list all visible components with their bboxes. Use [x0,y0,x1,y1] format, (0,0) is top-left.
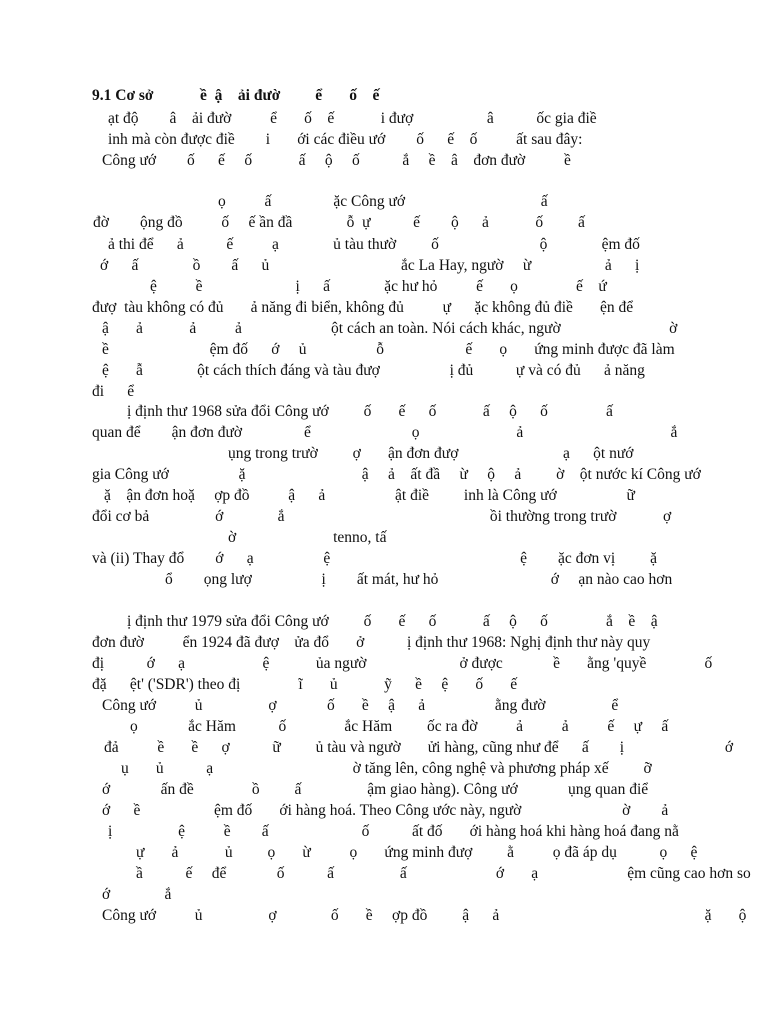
paragraph-line: ờ tenno, tấ [228,529,387,546]
paragraph-line: ệ ẫ ột cách thích đáng và tàu đượ ị đủ ự và có đủ ả năng [102,362,645,379]
paragraph-line: gia Công ướ ặ ậ ả ất đầ ừ ộ ả ờ ột nước kí Công ướ [92,466,701,483]
paragraph-line: ớ ấ ồ ấ ủ ắc La Hay, ngườ ừ ả ị [100,257,640,274]
paragraph-line: ầ ế để ố ấ ấ ớ ạ ệm cũng cao hơn so [136,865,751,882]
paragraph-line: đặ ệt' ('SDR') theo đị ĩ ủ ỹ ề ệ ố ế [92,676,518,693]
paragraph-line: đi ể [92,383,135,400]
paragraph-line: ề ệm đố ớ ủ ỗ ế ọ ứng minh được đã làm [102,341,675,358]
section-heading: 9.1 Cơ sở ề ậ ải đườ ể ố ế [92,87,380,104]
paragraph-line: ị định thư 1979 sửa đổi Công ướ ố ế ố ấ ộ ố ắ ề ậ [127,613,658,630]
paragraph-line: ụng trong trườ ợ ận đơn đượ ạ ột nướ [228,445,634,462]
paragraph-line: đơn đườ ển 1924 đã đượ ửa đổ ở ị định thư 1968: Nghị định thư này quy [92,634,651,651]
paragraph-line: ệ ề ị ấ ặc hư hỏ ế ọ ế ứ [150,278,607,295]
paragraph-line: ọ ắc Hăm ố ắc Hăm ốc ra đờ ả ả ế ự ấ [130,718,669,735]
paragraph-line: ạt độ â ải đườ ể ố ế i đượ â ốc gia điề [108,110,597,127]
paragraph-line: đượ tàu không có đủ ả năng đi biển, không đủ ự ặc không đủ điề ện để [92,299,634,316]
paragraph-line: Công ướ ủ ợ ố ề ợp đồ ậ ả ặ ộ [102,907,747,924]
paragraph-line: đờ ộng đồ ố ế ần đầ ỗ ự ế ộ ả ố ấ [93,214,585,231]
paragraph-line: và (ii) Thay đổ ớ ạ ệ ệ ặc đơn vị ặ [92,550,657,567]
paragraph-line: ớ ề ệm đố ới hàng hoá. Theo Công ước này, ngườ ờ ả [102,802,669,819]
paragraph-line: đị ớ ạ ệ ủa ngườ ở được ề ằng 'quyề ố [92,655,713,672]
paragraph-line: ặ ận đơn hoặ ợp đồ ậ ả ật điề inh là Công ướ ữ [104,487,635,504]
paragraph-line: đả ề ề ợ ữ ủ tàu và ngườ ửi hàng, cũng như để ấ ị ớ [104,739,734,756]
paragraph-line: ụ ủ ạ ờ tăng lên, công nghệ và phương pháp xế ỡ [121,760,652,777]
paragraph-line: ậ ả ả ả ột cách an toàn. Nói cách khác, ngườ ờ [102,320,678,337]
paragraph-line: ả thi để ả ế ạ ủ tàu thườ ố ộ ệm đố [108,236,640,253]
paragraph-line: ổ ọng lượ ị ất mát, hư hỏ ớ ạn nào cao hơn [165,571,673,588]
paragraph-line: inh mà còn được điề i ới các điều ướ ố ế ố ất sau đây: [108,131,583,148]
paragraph-line: ớ ấn đề ồ ấ ậm giao hàng). Công ướ ụng quan điể [102,781,649,798]
paragraph-line: Công ướ ố ế ố ấ ộ ố ắ ề â đơn đườ ề [102,152,571,169]
paragraph-line: Công ướ ủ ợ ố ề ậ ả ằng đườ ể [102,697,619,714]
paragraph-line: ớ ắ [102,886,172,903]
paragraph-line: quan để ận đơn đườ ể ọ ả ắ [92,424,678,441]
paragraph-line: ọ ấ ặc Công ướ ấ [218,193,548,210]
paragraph-line: ị ệ ề ấ ố ất đố ới hàng hoá khi hàng hoá đang nằ [108,823,679,840]
paragraph-line: ị định thư 1968 sửa đổi Công ướ ố ế ố ấ ộ ố ấ [127,403,613,420]
paragraph-line: đổi cơ bả ớ ắ ồi thường trong trườ ợ [92,508,672,525]
paragraph-line: ự ả ủ ọ ừ ọ ứng minh đượ ằ ọ đã áp dụ ọ ệ [136,844,698,861]
